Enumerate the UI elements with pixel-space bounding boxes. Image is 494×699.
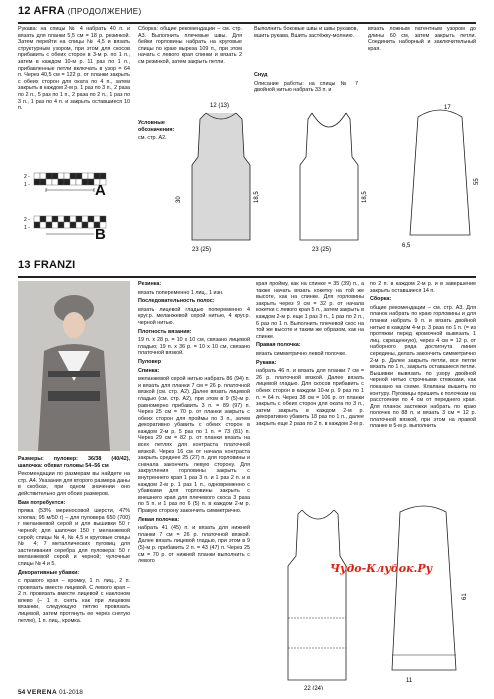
snood-title: Снуд (254, 72, 268, 78)
franzi-column-1 (18, 456, 130, 626)
franzi-column-2 (138, 281, 250, 567)
right-front-text: вязать симметрично левой полочке. (256, 350, 347, 357)
legend-title: Условные обозначения: (138, 120, 175, 133)
sizes-note: Рекомендации по размерам вы найдете на стр. А4. Указания для второго размера даны в скобках, при одном значении оно действительно для обоих размеров. (18, 471, 131, 497)
franzi-schematics (280, 500, 480, 690)
section-divider (18, 276, 476, 278)
materials-text: пряжа (53% мериносовой шерсти, 47% хлопка; 95 м/50 г) – для пуловера 650 (700) г меланжевой серой и для вышивки 50 г черной; для шапочки 150 г меланжевой серой; спицы № 4, № 4,5 и круговые спицы № 4; 7 металлических пуговиц для застегивания серебра для пуловера: 50 г меланжевой серой и черной; чулочные спицы № 4 и 5. (18, 508, 130, 567)
back-width-label: 23 (25) (192, 247, 212, 253)
pattern-a (24, 173, 106, 192)
finish-text: по 2 п. в каждом 2-м р. и в завершение закрыть оставшиеся 14 п. (370, 281, 476, 294)
rib-text: вязать попеременно 1 лиц., 1 изн. (138, 289, 224, 296)
snood-text: Описание работы: на спицы № 7 двойной нитью набрать 33 п. и (254, 80, 358, 94)
right-front-title: Правая полочка: (256, 342, 301, 349)
assembly-text: общие рекомендации – см. стр. А3. Для планок набрать по краю горловины и для планки набрать 9 п. и вязать двойной нитью в каждом 4-м р. 3 раза по 1 п. (= из протяжки перед кромочной вывязать 1 лиц. скрещенную), через 4 см = 12 р. от наборного ряда достигнута линия середины, делать закончить симметрично 2-м р. Далее закрыть петли, все петли вязать по 1 п., закрыть оставшиеся петли. Вышивки вывязать по узору двойной черной нитью строчными стежками, как показано на схеме. Клапаны вышить по контуру. Пуговицы пришить к полочкам на расстоянии по 4 см от переднего края. Для планок застежки набрать по краю полочек по 88 п. и вязать 3 см = 12 р. платочной вязкой, при этом на правой планке в 5-м р. выполнить (370, 304, 476, 430)
sleeve-top-label: 17 (444, 105, 451, 111)
sizes-text: Размеры: пуловер: 36/38 (40/42), шапочка: обхват головы 54–56 см (18, 456, 130, 469)
svg-text:1 -: 1 - (24, 225, 30, 231)
afra-sleeve-text: Рукава: на спицы № 4 набрать 40 п. и вязать для планки 5,5 см = 18 р. резинкой. Затем перейти на спицы № 4,5 и вязать структурным узором, при этом для скосов прибавить с обеих сторон в 3-м р. по 1 п., затем в каждом 10-м р. 11 раз по 1 п., прибавленные петли включать в узор = 64 п. Через 40,5 см = 122 р. от планки закрыть с обеих сторон для окатa по 4 п., затем закрыть в каждом 2-м р. 1 раз по 3 п., 2 раза по 2 п., 5 раз по 1 п., 2 раза по 2 п., 1 раз по 3 п., 1 раз по 4 п. и закрыть оставшиеся 10 п. (18, 26, 130, 112)
front-side-label: 18,5 (362, 191, 368, 203)
pattern-charts (18, 166, 130, 246)
franzi-sleeve-length-label: 61 (462, 593, 468, 600)
deco-text: с правого края – кромку, 1 п. лиц., 2 п. провязать вместе лицевой. С левого края – 2 п. провязать вместе лицевой с наклоном влево (– 1 п. снять как при лицевом вязании, следующую петлю провязать лицевой, затем протянуть ее через снятую петлю), 1 п. лиц., кромка. (18, 578, 130, 624)
section-divider (18, 22, 476, 24)
afra-assembly-text: Сборка: общие рекомендации – см. стр. А3. Выполнить плечевые швы. Для бейки горловины набрать на круговые спицы по краю выреза 109 п., при этом начать с левого края спинки и вязать 2 см резинкой, затем закрыть петли. (138, 26, 242, 65)
sleeves-title: Рукава: (256, 359, 277, 366)
section-title: AFRA (33, 5, 65, 17)
section-number: 12 (18, 5, 31, 17)
back-title: Спинка: (138, 367, 160, 374)
stripes-title: Последовательность полос: (138, 298, 215, 305)
assembly-title: Сборка: (370, 296, 392, 303)
neck-width-label: 12 (13) (210, 103, 230, 109)
issue-number: 01-2018 (58, 689, 83, 696)
franzi-sleeve-schematic (392, 506, 456, 670)
model-photo (18, 281, 130, 451)
deco-title: Декоративные убавки: (18, 569, 80, 576)
pattern-b (24, 216, 106, 234)
stripes-text: вязать лицевой гладью попеременно 4 круг.р. меланжевой серой нитью, 4 круг.р. черной нитью. (138, 306, 250, 326)
snood-block (254, 72, 358, 96)
left-front-title: Левая полочка: (138, 516, 180, 523)
density-title: Плотность вязания: (138, 328, 192, 335)
density-text: 19 п. x 28 р. = 10 х 10 см, связано лицевой гладью; 19 п. х 36 р. = 10 х 10 см, связано платочной вязкой. (138, 337, 250, 357)
materials-title: Вам потребуется: (18, 499, 66, 506)
afra-schematics (140, 95, 485, 255)
section-title: FRANZI (33, 259, 76, 271)
pullover-title: Пуловер (138, 358, 161, 365)
section-header-afra (18, 5, 142, 17)
legend-text: см. стр. А2. (138, 135, 167, 142)
svg-text:2 -: 2 - (24, 217, 30, 223)
section-header-franzi (18, 259, 75, 271)
page-footer (18, 689, 83, 696)
franzi-sleeve-bottom-label: 11 (406, 678, 413, 684)
front-width-label: 23 (25) (312, 247, 332, 253)
afra-column-1 (18, 26, 130, 114)
afra-seams-text: Выполнить боковые швы и швы рукавов, вшить рукава. Вшить застёжку-молнию. (254, 26, 358, 39)
franzi-column-3 (256, 281, 364, 429)
section-number: 13 (18, 259, 31, 271)
afra-column-2 (138, 26, 242, 68)
pattern-label-b: B (95, 226, 106, 243)
afra-column-3 (254, 26, 358, 41)
franzi-width-label: 22 (24) (304, 686, 324, 690)
svg-text:2 -: 2 - (24, 174, 30, 180)
franzi-column-4 (370, 281, 476, 432)
back-schematic (192, 113, 250, 240)
armhole-text: края пройму, как на спинке = 35 (39) п., а также начать вязать кокетку на той же высоте, как на спинке. Для горловины закрыть через 9 см = 32 р. от начала кокетки с левого края 5 п., затем закрыть в каждом 2-м р. еще 1 раз 3 п., 1 раз по 2 п., 6 раз по 1 п. Выполнить плечевой скос на той же высоте и таким же образом, как на спинке. (256, 281, 364, 340)
sleeve-length-label: 55 (474, 178, 480, 185)
watermark: Чудо-Клубок.Ру (330, 562, 433, 575)
back-text: меланжевой серой нитью набрать 86 (94) п. и вязать для планки 7 см = 26 р. платочной вязкой (см. стр. А2). Далее вязать лицевой гладью (см. стр. А2), при этом в 9 (5)-м р. равномерно прибавить 3 п. = 89 (97) п. Через 25 см = 70 р. от планки закрыть с обеих сторон для проймы по 3 п., затем декоративно убавить с обеих сторон в каждом 2-м р. 5 раз по 1 п. = 73 (81) п. Через 29 см = 82 р. от планки вязать на всех петлях для контраста платочной вязкой. Через 16 см от начала контраста закрыть среднее 25 (27) п. для горловины и сначала закончить левую сторону. Для закругления горловины закрыть с внутреннего края 1 раз 3 п. и 1 раз 2 п. и в каждом 2-м р. 1 раз 1 п., одновременно с убавками для горловины закрыть с внешнего края для плечевого скоса 3 раза по 5 п. и 1 раз по 6 (5) п. в каждом 2-м р. Правую сторону закончить симметрично. (138, 376, 250, 514)
pattern-label-a: A (95, 182, 106, 199)
model-photo-illustration (18, 281, 130, 451)
sleeve-bottom-label: 6,5 (402, 243, 411, 249)
front-schematic (300, 113, 358, 240)
svg-text:1 -: 1 - (24, 182, 30, 188)
afra-column-4 (368, 26, 476, 54)
sleeves-text: набрать 46 п. и вязать для планки 7 см = 26 р. платочной вязкой. Далее вязать лицевой гладью. Для скосов прибавить с обеих сторон в каждом 10-м р. 9 раз по 1 п. = 64 п. Через 38 см = 106 р. от планки закрыть с обеих сторон для окатa по 3 п., затем закрыть в каждом 2-м р. декоративно убавить 18 раз по 1 п., далее закрыть еще 2 раза по 2 п. в каждом 2-м р. (256, 368, 364, 427)
left-front-text: набрать 41 (45) п. и вязать для нижней планки 7 см = 26 р. платочной вязкой. Далее вязать лицевой гладью, при этом в 9 (5)-м р. прибавить 2 п. = 43 (47) п. Через 25 см = 70 р. от нижней планки выполнить с левого (138, 525, 250, 565)
franzi-front-schematic (288, 510, 346, 680)
afra-patent-text: вязать ложным патентным узором до длины 60 см, затем закрыть петли. Соединить наборный и заключительный края. (368, 26, 476, 52)
page-number: 54 (18, 689, 26, 696)
sleeve-schematic (410, 110, 470, 235)
rib-title: Резинка: (138, 281, 162, 287)
back-height-label: 30 (176, 196, 182, 203)
section-subtitle: (ПРОДОЛЖЕНИЕ) (67, 7, 142, 16)
back-side-label: 18,5 (254, 191, 260, 203)
magazine-brand: VERENA (27, 689, 58, 696)
